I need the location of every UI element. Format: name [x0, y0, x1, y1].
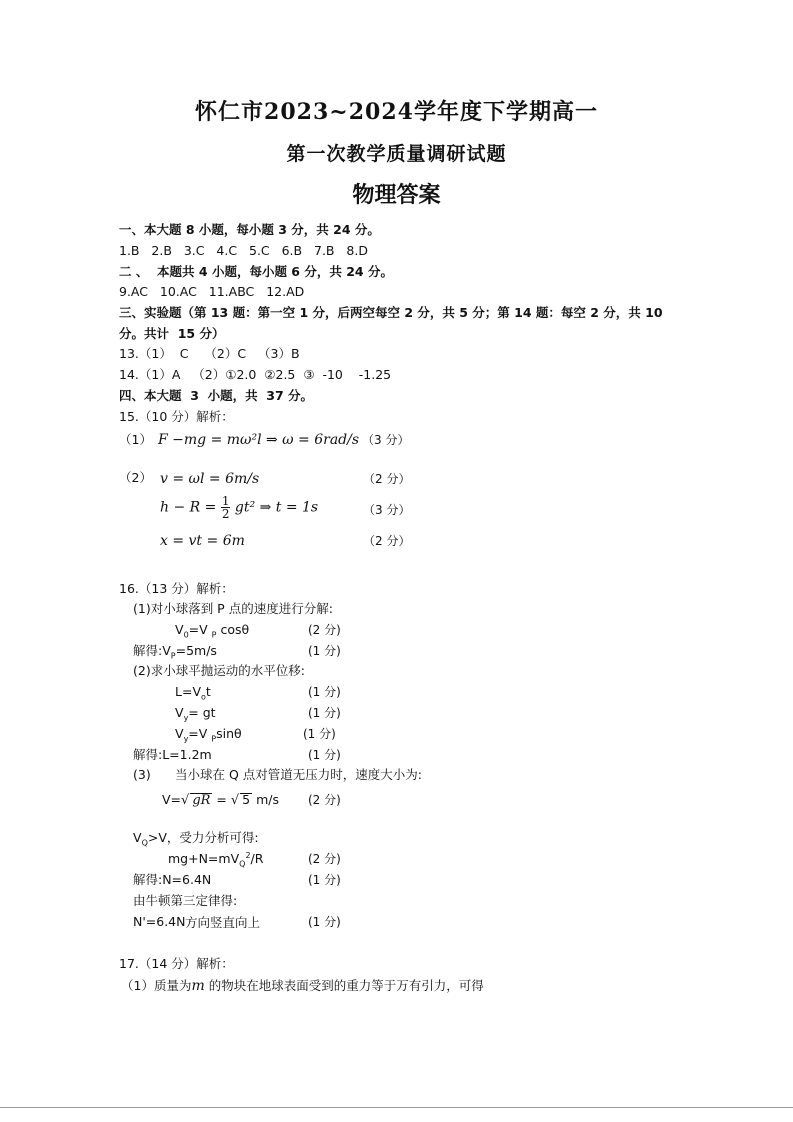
q16-heading: 16.（13 分）解析： [119, 581, 234, 596]
section3-heading-line1: 三、实验题（第 13 题：第一空 1 分，后两空每空 2 分，共 5 分；第 14 题：每空 2 分，共 10 [119, 305, 663, 320]
q15-part2-eq1: v = ωl = 6m/s [160, 471, 260, 487]
q15-part2-label: （2） [119, 470, 152, 485]
q15-eq2-fraction [221, 495, 231, 520]
q16-score-force: (2 分) [308, 852, 341, 866]
q16-vq-text: $V_Q>V$，受力分析可得: [133, 830, 259, 848]
q16-part3-label: (3) [133, 767, 151, 782]
q17-part1 [121, 979, 484, 993]
q16-sol-L: 解得:L=1.2m [133, 747, 212, 762]
q16-part2-intro: (2)求小球平抛运动的水平位移: [133, 663, 305, 678]
q16-score-v: (2 分) [308, 793, 341, 807]
q15-eq2-right: gt² ⇒ t = 1s [234, 499, 319, 516]
q15-eq2-denominator: 2 [221, 507, 230, 521]
q15-part2-score2: （3 分） [363, 503, 411, 517]
q14-answers: 14.（1）A （2）①2.0 ②2.5 ③ -10 -1.25 [119, 367, 392, 382]
q16-part1-intro: (1)对小球落到 P 点的速度进行分解: [133, 601, 333, 616]
q16-score-v0: (2 分) [308, 623, 341, 637]
q15-part1-label: （1） [119, 432, 152, 447]
answer-title: 物理答案 [352, 183, 441, 208]
q16-eq-v-left: V= [162, 792, 182, 807]
q16-eq-v-equals: = [212, 792, 231, 807]
q16-final: N'=6.4N [133, 914, 186, 929]
q15-part2-score1: （2 分） [363, 472, 411, 486]
section3-heading-line2: 分。共计 15 分） [119, 326, 225, 341]
q16-final-direction: 方向竖直向上 [185, 915, 261, 930]
q15-heading: 15.（10 分）解析： [119, 409, 234, 424]
q15-part1-score: （3 分） [362, 433, 410, 447]
q16-eq-v: V=√ gR = √ 5 m/s [162, 792, 279, 808]
q16-newton: 由牛顿第三定律得: [133, 893, 238, 908]
q15-part2-eq3: x = vt = 6m [160, 533, 245, 549]
q15-part2-score3: （2 分） [363, 534, 411, 548]
q13-answers: 13.（1） C （2）C （3）B [119, 346, 300, 361]
q17-part1-rest: 的物块在地球表面受到的重力等于万有引力，可得 [204, 978, 484, 993]
q16-score-vy1: (1 分) [308, 706, 341, 720]
q17-part1-text: （1）质量为 [121, 978, 192, 993]
q16-score-L: (1 分) [308, 685, 341, 699]
q16-eq-v-unit: m/s [252, 792, 279, 807]
section1-heading: 一、本大题 8 小题，每小题 3 分，共 24 分。 [119, 222, 380, 237]
q16-score-solL: (1 分) [308, 748, 341, 762]
page-title: 怀仁市2023~2024学年度下学期高一 [195, 99, 598, 125]
section2-heading: 二 、 本题共 4 小题，每小题 6 分，共 24 分。 [119, 264, 393, 279]
q16-score-vy2: (1 分) [303, 727, 336, 741]
q16-score-vp: (1 分) [308, 644, 341, 658]
section4-heading: 四、本大题 3 小题，共 37 分。 [119, 388, 314, 403]
q16-score-N: (1 分) [308, 873, 341, 887]
q16-sol-N: 解得:N=6.4N [133, 872, 212, 887]
section2-answers: 9.AC 10.AC 11.ABC 12.AD [119, 284, 305, 299]
q16-eq-vy2: $V_y=V$ $_P$sinθ [175, 726, 242, 744]
q16-eq-vy1: $V_y=$ gt [175, 705, 216, 723]
q16-score-final: (1 分) [308, 915, 341, 929]
page-subtitle: 第一次教学质量调研试题 [286, 143, 507, 165]
q16-sqrt-gR: gR [192, 793, 211, 808]
section1-answers: 1.B 2.B 3.C 4.C 5.C 6.B 7.B 8.D [119, 243, 368, 258]
q16-eq-force: $mg+N=mV_Q^2/R$ [168, 851, 264, 869]
q15-eq2-left: h − R = [160, 499, 217, 516]
q17-heading: 17.（14 分）解析： [119, 956, 234, 971]
q17-part1-var: m [191, 978, 205, 994]
page-bottom-rule [0, 1107, 793, 1108]
q16-eq-v0: $V_0=V$ $_P$ cosθ [175, 622, 250, 640]
q15-part1-equation: F −mg = mω²l ⇒ ω = 6rad/s [158, 432, 360, 448]
q16-part3-intro: 当小球在 Q 点对管道无压力时，速度大小为: [175, 767, 422, 782]
q16-sol-vp: 解得$:V_P=5m/s$ [133, 643, 217, 661]
q15-part2-eq2 [160, 495, 318, 520]
q16-sqrt-5: 5 [242, 792, 251, 807]
q15-eq2-numerator: 1 [221, 494, 230, 508]
q16-eq-L: $L=V_ot$ [175, 684, 211, 702]
